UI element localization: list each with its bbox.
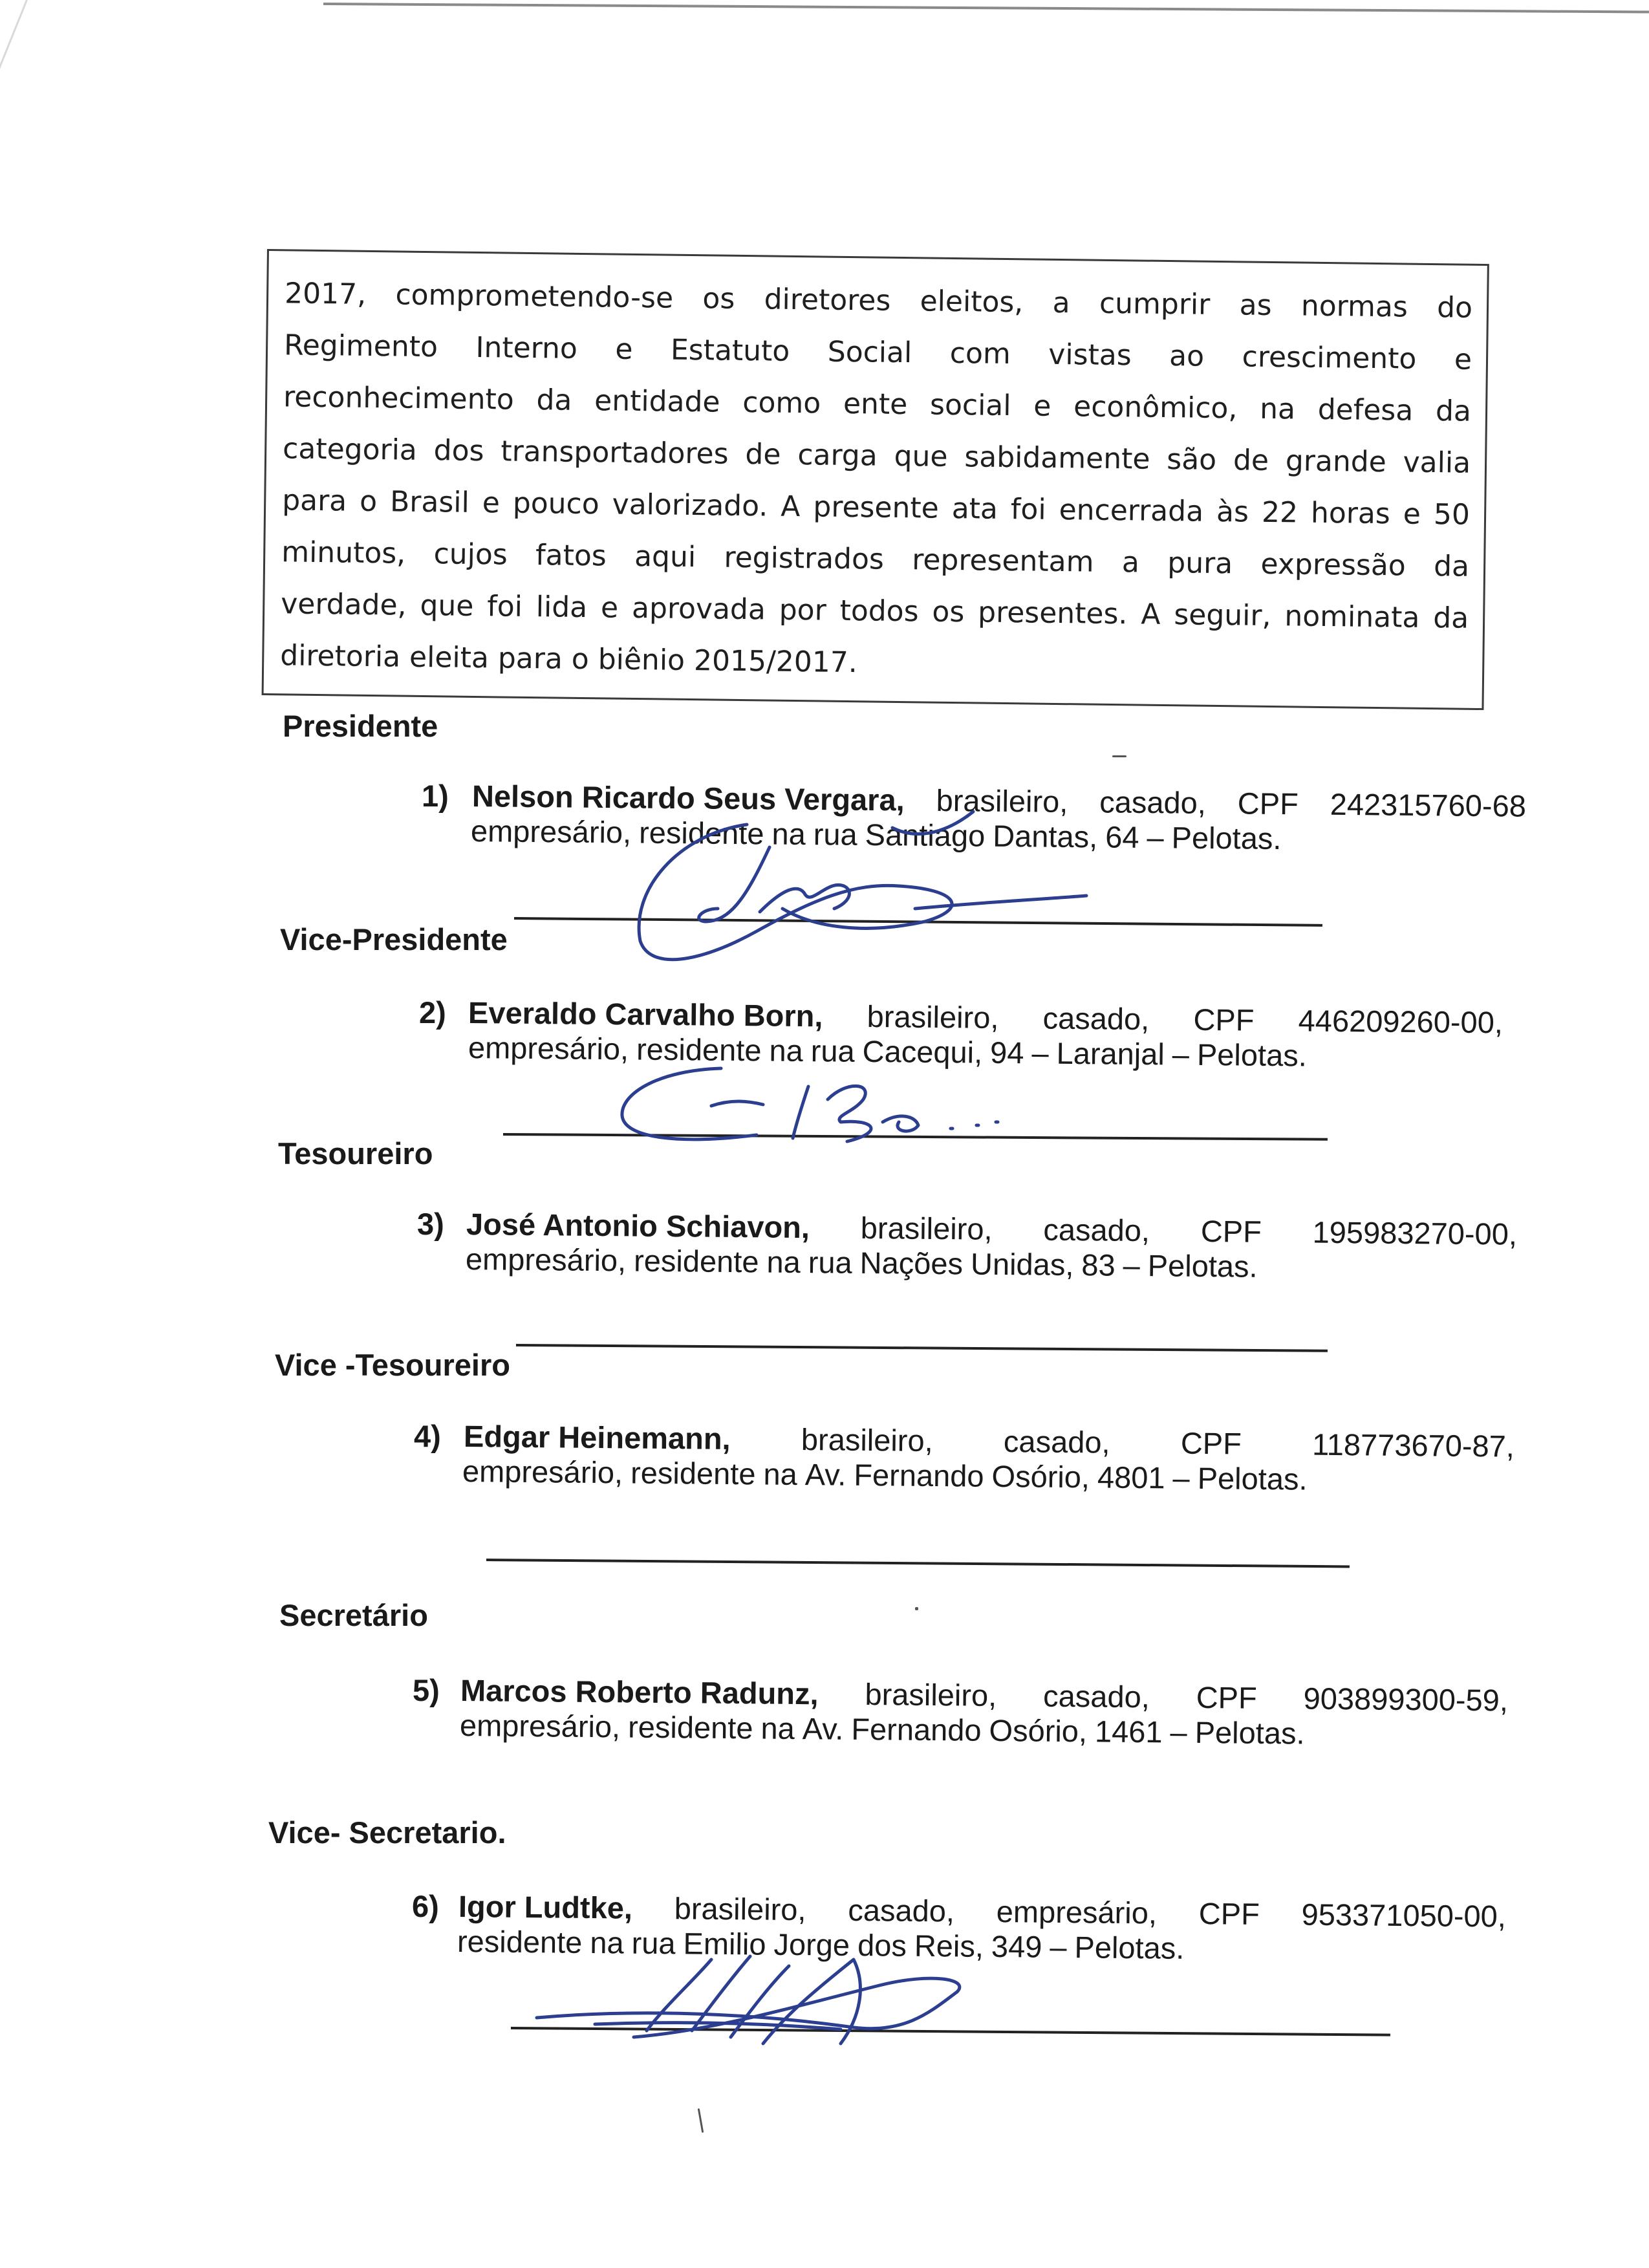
minutes-word: Estatuto	[670, 333, 790, 368]
minutes-word: todos	[839, 594, 919, 629]
minutes-word: verdade,	[280, 587, 407, 622]
director-name: Igor Ludtke,	[458, 1889, 633, 1925]
entry-word: 903899300-59,	[1303, 1681, 1509, 1718]
entry-word: –	[1123, 1247, 1141, 1283]
minutes-word: representam	[911, 543, 1094, 579]
scan-speck	[915, 1607, 918, 1610]
entry-word: rua	[813, 817, 857, 852]
entry-word: residente	[627, 1709, 753, 1745]
role-heading-vice-president: Vice-Presidente	[280, 922, 508, 956]
entry-word: –	[1172, 1460, 1190, 1495]
entry-word: na	[760, 1711, 795, 1745]
minutes-word: categoria	[282, 432, 418, 467]
entry-word: Nações	[859, 1245, 964, 1281]
minutes-word: cumprir	[1099, 286, 1211, 321]
role-heading-secretary: Secretário	[279, 1598, 428, 1632]
entry-word: Reis,	[914, 1928, 984, 1963]
minutes-word: da	[536, 383, 572, 417]
minutes-word: entidade	[594, 384, 720, 419]
entry-word: brasileiro,	[801, 1422, 933, 1458]
entry-word: 953371050-00,	[1301, 1897, 1507, 1934]
entry-word: –	[1050, 1929, 1067, 1965]
minutes-word: horas	[1310, 496, 1391, 531]
entry-word: CPF	[1193, 1002, 1255, 1037]
minutes-word: diretoria	[280, 639, 401, 674]
entry-word: Dantas,	[992, 818, 1098, 854]
entry-word: Pelotas.	[1074, 1930, 1185, 1965]
minutes-word: expressão	[1260, 547, 1406, 583]
signature-line-treasurer	[516, 1344, 1328, 1352]
entry-word: 1461	[1094, 1714, 1163, 1749]
signature-president	[621, 812, 1086, 973]
entry-word: 349	[991, 1928, 1042, 1964]
minutes-word: diretores	[764, 283, 891, 318]
signature-vice-secretary	[517, 1947, 983, 2057]
minutes-word: e	[1033, 389, 1051, 423]
entry-number: 3)	[417, 1207, 444, 1241]
minutes-word: para	[497, 642, 563, 676]
minutes-word: econômico,	[1073, 390, 1238, 426]
entry-word: Av.	[802, 1711, 844, 1746]
entry-word: Fernando	[854, 1457, 984, 1493]
entry-word: casado,	[848, 1892, 955, 1928]
minutes-word: a	[1052, 286, 1070, 320]
entry-word: dos	[857, 1927, 907, 1963]
entry-word: casado,	[1099, 784, 1207, 820]
minutes-text-box	[262, 249, 1489, 710]
entry-word: Pelotas.	[1171, 820, 1282, 856]
entry-word: 242315760-68	[1330, 786, 1527, 823]
minutes-word: o	[359, 484, 378, 519]
minutes-word: de	[1233, 444, 1269, 477]
minutes-word: grande	[1285, 444, 1387, 479]
entry-number: 5)	[413, 1673, 440, 1707]
entry-word: Jorge	[773, 1927, 850, 1962]
minutes-word: crescimento	[1242, 340, 1417, 376]
minutes-word: o	[571, 642, 590, 676]
entry-word: rua	[808, 1245, 852, 1280]
minutes-word: os	[702, 282, 735, 316]
minutes-word: A	[781, 490, 801, 524]
entry-word: CPF	[1180, 1425, 1242, 1461]
minutes-word: ente	[843, 387, 908, 422]
director-name: Edgar Heinemann,	[463, 1419, 731, 1456]
minutes-word: da	[1433, 550, 1470, 583]
entry-word: Osório,	[991, 1458, 1090, 1495]
entry-word: na	[590, 1925, 624, 1960]
minutes-word: eleita	[409, 640, 490, 675]
entry-word: 446209260-00,	[1298, 1003, 1503, 1040]
entry-word: residente	[636, 1031, 762, 1068]
minutes-word: e	[1403, 497, 1421, 531]
minutes-word: lida	[535, 590, 588, 625]
minutes-word: Regimento	[283, 329, 438, 364]
entry-word: residente	[630, 1455, 756, 1491]
entry-number: 1)	[422, 779, 449, 813]
entry-word: residente	[457, 1924, 583, 1960]
minutes-word: registrados	[724, 541, 885, 576]
minutes-word: que	[894, 439, 948, 473]
entry-word: casado,	[1003, 1424, 1110, 1460]
minutes-word: Social	[827, 335, 912, 370]
minutes-word: que	[420, 589, 474, 623]
signature-line-vice-treasurer	[486, 1559, 1350, 1568]
minutes-word: A	[1141, 598, 1161, 631]
entry-line-2	[466, 1241, 1266, 1285]
minutes-word: carga	[797, 438, 878, 473]
minutes-word: aqui	[634, 539, 696, 574]
entry-word: Unidas,	[970, 1246, 1074, 1282]
role-heading-vice-treasurer: Vice -Tesoureiro	[275, 1348, 510, 1382]
minutes-word: sabidamente	[964, 440, 1150, 476]
minutes-word: na	[1259, 392, 1296, 426]
entry-word: empresário,	[459, 1708, 621, 1744]
minutes-word: os	[932, 595, 965, 629]
minutes-word: reconhecimento	[283, 380, 515, 416]
entry-word: Laranjal	[1056, 1035, 1165, 1072]
minutes-word: 22	[1261, 495, 1299, 530]
minutes-word: nominata	[1284, 599, 1420, 634]
role-heading-president: Presidente	[283, 709, 438, 743]
entry-word: –	[1172, 1037, 1190, 1072]
minutes-word: ao	[1169, 340, 1205, 373]
entry-number: 4)	[414, 1419, 441, 1453]
entry-number: 2)	[419, 995, 446, 1030]
entry-word: residente	[638, 815, 764, 851]
entry-word: na	[771, 816, 806, 851]
minutes-word: social	[929, 388, 1011, 423]
entry-word: –	[1147, 820, 1164, 855]
minutes-word: e	[600, 591, 619, 625]
minutes-word: como	[742, 386, 821, 420]
role-heading-vice-secretary: Vice- Secretario.	[268, 1815, 506, 1850]
minutes-word: pura	[1167, 546, 1233, 581]
entry-word: brasileiro,	[674, 1891, 806, 1927]
minutes-word: Interno	[475, 330, 578, 365]
entry-word: casado,	[1043, 1212, 1150, 1248]
entry-word: empresário,	[996, 1894, 1158, 1930]
minutes-word: valia	[1403, 446, 1471, 480]
entry-word: empresário,	[462, 1454, 623, 1490]
entry-word: 64	[1105, 819, 1139, 854]
director-name: José Antonio Schiavon,	[466, 1207, 810, 1245]
minutes-word: da	[1432, 601, 1469, 635]
entry-word: rua	[810, 1033, 855, 1068]
entry-word: Pelotas.	[1197, 1460, 1308, 1496]
minutes-word: presentes.	[977, 596, 1128, 631]
entry-word: Pelotas.	[1196, 1037, 1308, 1073]
minutes-word: vistas	[1048, 338, 1132, 373]
minutes-word: Brasil	[389, 485, 470, 519]
entry-word: rua	[631, 1925, 676, 1961]
entry-word: –	[1170, 1714, 1187, 1749]
minutes-word: a	[1121, 546, 1140, 579]
signature-vice-president	[614, 1061, 1015, 1151]
scan-streak	[0, 0, 28, 492]
minutes-word: e	[1454, 343, 1472, 376]
minutes-word: encerrada	[1059, 493, 1204, 528]
entry-word: Cacequi,	[862, 1033, 983, 1070]
minutes-word: de	[745, 438, 781, 471]
director-name: Marcos Roberto Radunz,	[460, 1673, 819, 1711]
minutes-word: por	[779, 593, 827, 627]
entry-word: Av.	[804, 1457, 846, 1492]
entry-word: 118773670-87,	[1311, 1427, 1515, 1463]
entry-word: Osório,	[989, 1712, 1088, 1749]
entry-word: Pelotas.	[1147, 1248, 1258, 1284]
entry-word: casado,	[1042, 1678, 1150, 1714]
entry-word: CPF	[1198, 1895, 1260, 1931]
entry-word: Fernando	[851, 1711, 982, 1747]
entry-word: CPF	[1200, 1213, 1262, 1249]
minutes-word: às	[1216, 495, 1249, 529]
entry-word: brasileiro,	[860, 1210, 993, 1246]
minutes-word: eleitos,	[920, 285, 1024, 319]
entry-line-2	[460, 1707, 1313, 1752]
entry-word: residente	[633, 1243, 759, 1279]
entry-line-2	[462, 1453, 1315, 1498]
minutes-word: com	[949, 336, 1011, 371]
entry-word: empresário,	[470, 814, 632, 850]
entry-word: CPF	[1196, 1679, 1257, 1715]
minutes-word: para	[281, 484, 347, 518]
minutes-word: cujos	[433, 537, 508, 572]
minutes-word: normas	[1300, 289, 1408, 324]
entry-word: brasileiro,	[865, 1677, 997, 1712]
minutes-word: aprovada	[631, 591, 766, 627]
minutes-word: e	[482, 486, 501, 520]
minutes-word: fatos	[535, 539, 607, 573]
entry-word: 83	[1081, 1247, 1116, 1282]
entry-word: CPF	[1237, 786, 1299, 821]
scan-mark	[1112, 755, 1126, 757]
director-name: Everaldo Carvalho Born,	[468, 995, 823, 1033]
minutes-word: 2015/2017.	[693, 644, 858, 680]
entry-word: na	[763, 1456, 798, 1491]
minutes-word: comprometendo-se	[395, 278, 674, 315]
scan-top-edge	[323, 3, 1649, 14]
minutes-word: 2017,	[284, 277, 367, 311]
minutes-word: minutos,	[281, 535, 406, 570]
minutes-word: 50	[1433, 498, 1471, 532]
entry-word: empresário,	[465, 1242, 627, 1278]
entry-word: na	[766, 1244, 801, 1279]
entry-word: 4801	[1097, 1460, 1165, 1495]
entry-word: Emilio	[683, 1926, 766, 1961]
minutes-word: do	[1436, 291, 1473, 325]
entry-word: –	[1031, 1035, 1049, 1070]
director-name: Nelson Ricardo Seus Vergara,	[471, 779, 905, 817]
entry-word: brasileiro,	[867, 999, 999, 1035]
minutes-word: defesa	[1317, 393, 1414, 427]
minutes-word: transportadores	[501, 435, 729, 471]
minutes-word: e	[615, 332, 633, 366]
minutes-word: presente	[813, 490, 940, 525]
minutes-word: pouco	[512, 486, 600, 521]
entry-word: na	[769, 1033, 804, 1068]
entry-word: Pelotas.	[1194, 1714, 1305, 1751]
entry-word: 94	[989, 1035, 1024, 1070]
minutes-word: ata	[951, 491, 998, 526]
minutes-word: dos	[433, 434, 484, 468]
entry-number: 6)	[412, 1889, 439, 1923]
minutes-word: foi	[486, 590, 523, 623]
minutes-word: são	[1167, 443, 1217, 477]
entry-word: empresário,	[468, 1030, 629, 1066]
minutes-word: biênio	[598, 643, 685, 677]
minutes-word: foi	[1010, 493, 1046, 526]
minutes-word: valorizado.	[612, 488, 768, 523]
minutes-word: seguir,	[1174, 598, 1271, 633]
entry-word: 195983270-00,	[1312, 1215, 1518, 1251]
minutes-word: as	[1239, 288, 1272, 322]
entry-word: brasileiro,	[936, 783, 1068, 819]
scan-mark	[698, 2108, 704, 2133]
minutes-word: da	[1435, 394, 1472, 428]
entry-word: Santiago	[865, 817, 986, 853]
role-heading-treasurer: Tesoureiro	[278, 1136, 433, 1171]
entry-word: casado,	[1042, 1000, 1150, 1037]
